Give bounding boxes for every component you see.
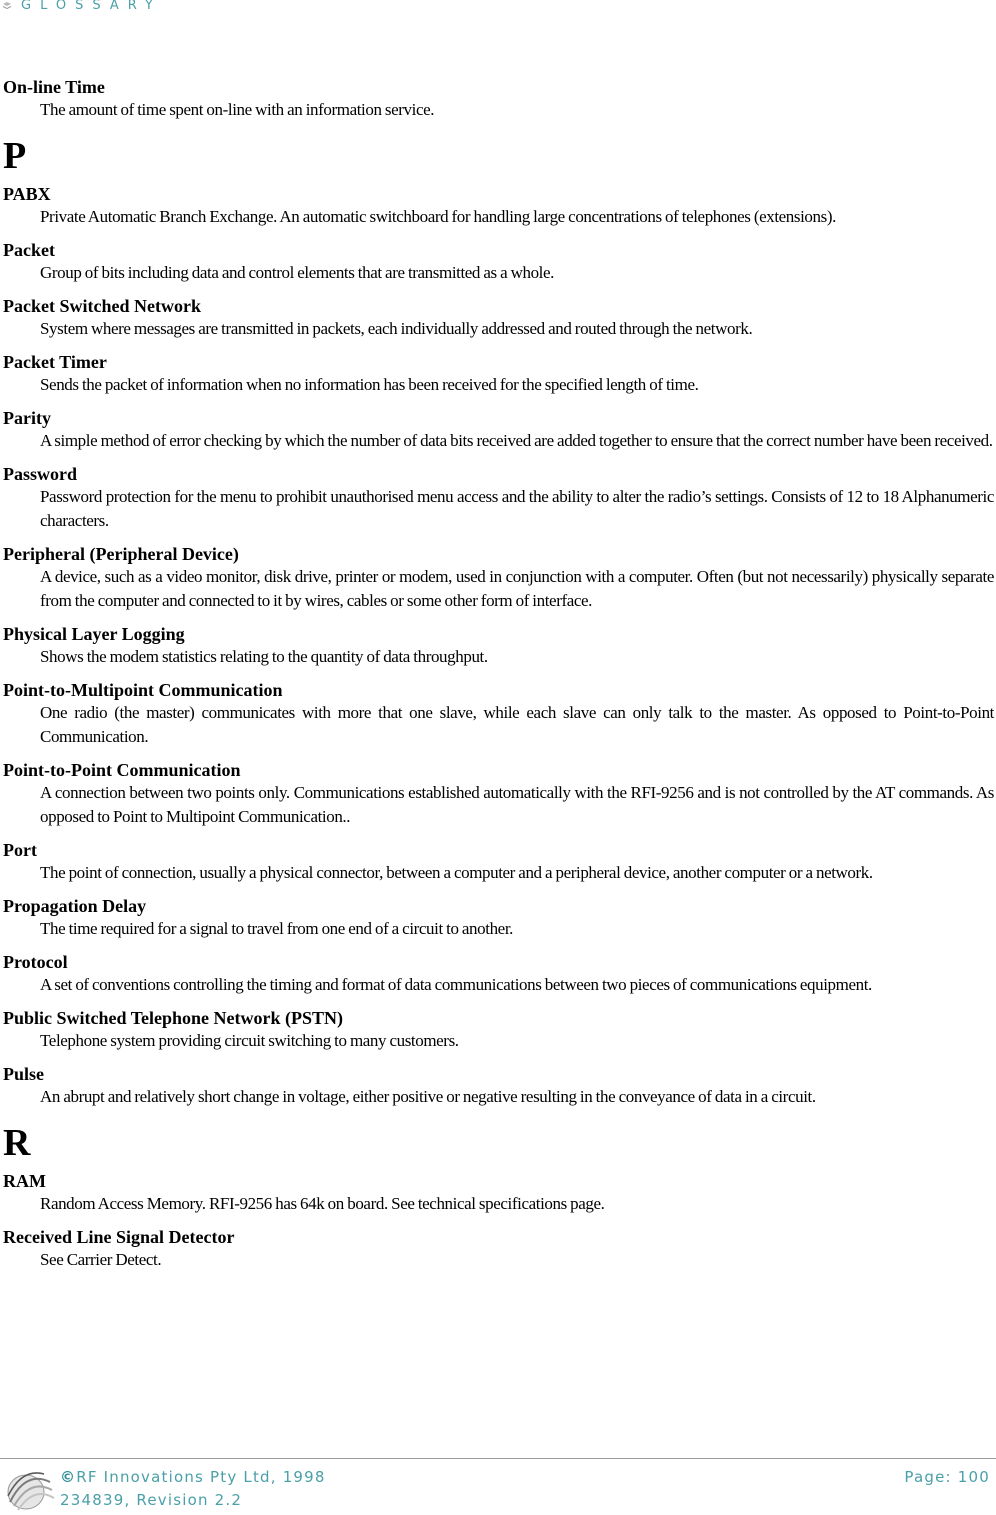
glossary-term: Peripheral (Peripheral Device) xyxy=(3,544,239,564)
glossary-definition: Password protection for the menu to prohibit unauthorised menu access and the ability to alter the radio’s settings. Consists of 12 to 18 Alphanumeric characters. xyxy=(40,487,994,530)
page-header xyxy=(0,0,996,16)
glossary-entry xyxy=(3,1008,994,1053)
footer-doc-number: 234839, Revision 2.2 xyxy=(60,1491,243,1509)
glossary-definition: One radio (the master) communicates with more that one slave, while each slave can only talk to the master. As opposed to Point-to-Point Communication. xyxy=(40,703,994,746)
glossary-definition: A set of conventions controlling the timing and format of data communications between two pieces of communications equipment. xyxy=(40,975,872,994)
glossary-term: PABX xyxy=(3,184,51,204)
glossary-entry xyxy=(3,184,994,229)
glossary-term: Parity xyxy=(3,408,51,428)
glossary-entry xyxy=(3,1064,994,1109)
glossary-term: Port xyxy=(3,840,37,860)
glossary-term: Point-to-Multipoint Communication xyxy=(3,680,283,700)
section-letter-heading: R xyxy=(3,1122,31,1164)
glossary-definition: A device, such as a video monitor, disk drive, printer or modem, used in conjunction with a computer. Often (but not necessarily) physically separate from the computer and connected to it by wires, cables or some other form of interface. xyxy=(40,567,994,610)
footer-page-number: Page: 100 xyxy=(904,1468,990,1486)
glossary-definition: Telephone system providing circuit switching to many customers. xyxy=(40,1031,459,1050)
copyright-symbol: © xyxy=(60,1468,77,1486)
glossary-term: Packet Switched Network xyxy=(3,296,201,316)
glossary-definition: System where messages are transmitted in packets, each individually addressed and routed through the network. xyxy=(40,319,753,338)
glossary-term: Propagation Delay xyxy=(3,896,147,916)
glossary-term: Packet Timer xyxy=(3,352,107,372)
glossary-entry xyxy=(3,240,994,285)
glossary-entry xyxy=(3,1227,994,1272)
glossary-entry xyxy=(3,408,994,453)
footer-company: RF Innovations Pty Ltd, 1998 xyxy=(76,1468,326,1486)
glossary-term: Pulse xyxy=(3,1064,45,1084)
glossary-entry xyxy=(3,296,994,341)
glossary-term: Protocol xyxy=(3,952,68,972)
glossary-definition: Group of bits including data and control elements that are transmitted as a whole. xyxy=(40,263,554,282)
glossary-definition: Random Access Memory. RFI-9256 has 64k on board. See technical specifications page. xyxy=(40,1194,605,1213)
glossary-definition: The point of connection, usually a physical connector, between a computer and a peripheral device, another computer or a network. xyxy=(40,863,873,882)
section-title: GLOSSARY xyxy=(21,0,162,13)
glossary-definition: See Carrier Detect. xyxy=(40,1250,162,1269)
glossary-entry xyxy=(3,352,994,397)
glossary-term: Physical Layer Logging xyxy=(3,624,185,644)
glossary-entry xyxy=(3,464,994,533)
header-bullet-icon xyxy=(2,1,12,11)
glossary-entry xyxy=(3,1171,994,1216)
glossary-entry xyxy=(3,952,994,997)
glossary-definition: The amount of time spent on-line with an information service. xyxy=(40,100,435,119)
glossary-term: Password xyxy=(3,464,78,484)
glossary-term: RAM xyxy=(3,1171,46,1191)
glossary-definition: A simple method of error checking by which the number of data bits received are added together to ensure that the correct number have been received. xyxy=(40,431,993,450)
glossary-term: Packet xyxy=(3,240,55,260)
glossary-content xyxy=(3,77,994,1283)
glossary-entry xyxy=(3,680,994,749)
glossary-definition: Sends the packet of information when no information has been received for the specified length of time. xyxy=(40,375,699,394)
glossary-entry xyxy=(3,624,994,669)
footer-divider xyxy=(0,1458,996,1459)
glossary-entry xyxy=(3,840,994,885)
glossary-definition: An abrupt and relatively short change in voltage, either positive or negative resulting in the conveyance of data in a circuit. xyxy=(40,1087,816,1106)
footer-company-info xyxy=(60,1466,326,1512)
glossary-definition: A connection between two points only. Communications established automatically with the RFI-9256 and is not controlled by the AT commands. As opposed to Point to Multipoint Communication.. xyxy=(40,783,994,826)
company-logo-icon xyxy=(4,1462,56,1514)
glossary-definition: The time required for a signal to travel from one end of a circuit to another. xyxy=(40,919,514,938)
glossary-term: Received Line Signal Detector xyxy=(3,1227,235,1247)
glossary-entry xyxy=(3,77,994,122)
glossary-definition: Private Automatic Branch Exchange. An automatic switchboard for handling large concentrations of telephones (extensions). xyxy=(40,207,836,226)
glossary-term: Point-to-Point Communication xyxy=(3,760,241,780)
glossary-entry xyxy=(3,896,994,941)
glossary-term: Public Switched Telephone Network (PSTN) xyxy=(3,1008,344,1028)
glossary-term: On-line Time xyxy=(3,77,105,97)
section-letter-heading: P xyxy=(3,135,27,177)
glossary-entry xyxy=(3,544,994,613)
glossary-definition: Shows the modem statistics relating to the quantity of data throughput. xyxy=(40,647,488,666)
glossary-entry xyxy=(3,760,994,829)
